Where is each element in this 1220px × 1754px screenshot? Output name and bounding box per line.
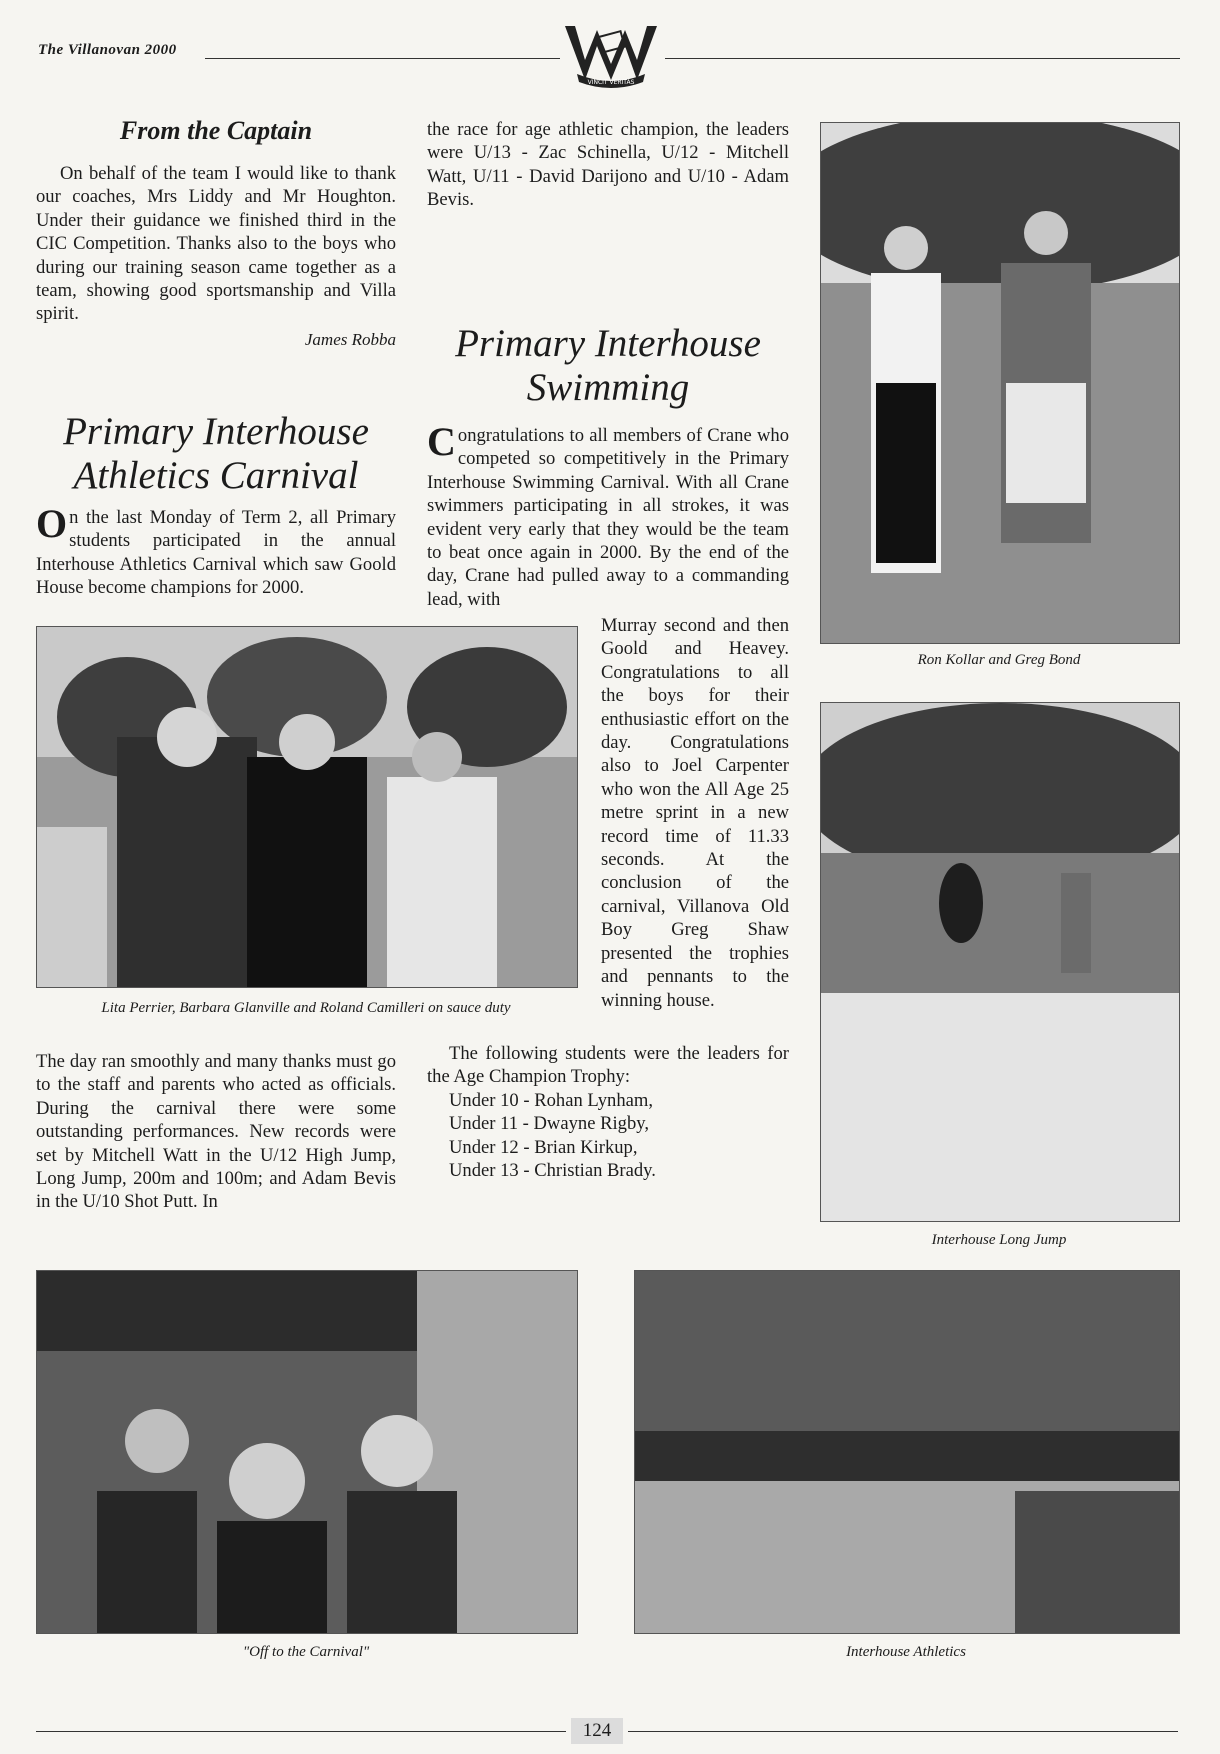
athletics-intro-text: n the last Monday of Term 2, all Primary students participated in the annual Interhouse Athletics Carnival which saw Goold House become champions for 2000. xyxy=(36,507,396,599)
caption-coaches: Ron Kollar and Greg Bond xyxy=(917,652,1081,668)
footer-rule-right xyxy=(628,1731,1178,1732)
athletics-body xyxy=(36,1050,396,1214)
leader-item: Under 11 - Dwayne Rigby, xyxy=(449,1113,650,1135)
photo-bus xyxy=(36,1270,578,1634)
photo-long-jump xyxy=(820,702,1180,1222)
captain-body xyxy=(36,162,396,326)
leader-item: Under 10 - Rohan Lynham, xyxy=(449,1089,653,1111)
swimming-heading: Primary Interhouse Swimming xyxy=(455,322,761,409)
photo-coaches xyxy=(820,122,1180,644)
caption-bus: "Off to the Carnival" xyxy=(242,1644,370,1660)
caption-interhouse-athletics: Interhouse Athletics xyxy=(846,1644,966,1660)
captain-signature: James Robba xyxy=(304,330,396,349)
leader-item: Under 13 - Christian Brady. xyxy=(449,1160,656,1182)
running-header: The Villanovan 2000 xyxy=(38,42,177,58)
captain-paragraph: On behalf of the team I would like to thank our coaches, Mrs Liddy and Mr Houghton. Under their guidance we finished third in the CIC Competition. Thanks also to the boys who during our training season came together as a team, showing good sportsmanship and Villa spirit. xyxy=(36,163,396,325)
photo-interhouse-athletics xyxy=(634,1270,1180,1634)
captain-heading: From the Captain xyxy=(119,116,313,145)
school-crest-logo xyxy=(563,22,659,90)
leader-item: Under 12 - Brian Kirkup, xyxy=(449,1136,638,1158)
page-number: 124 xyxy=(571,1718,623,1744)
leaders-intro: The following students were the leaders for the Age Champion Trophy: xyxy=(427,1043,789,1088)
header-rule-right xyxy=(665,58,1180,59)
header-rule-left xyxy=(205,58,560,59)
athletics-continuation-text: the race for age athletic champion, the leaders were U/13 - Zac Schinella, U/12 - Mitchell Watt, U/11 - David Darijono and U/10 - Adam Bevis. xyxy=(427,119,789,211)
footer-rule-left xyxy=(36,1731,566,1732)
swimming-body-wide-text: ongratulations to all members of Crane who competed so competitively in the Primary Interhouse Swimming Carnival. With all Crane swimmers participating in all strokes, it was evident very early that they would be the team to beat once again in 2000. By the end of the day, Crane had pulled away to a commanding lead, with xyxy=(427,425,789,610)
athletics-drop-cap: O xyxy=(36,501,68,546)
caption-long-jump: Interhouse Long Jump xyxy=(931,1232,1067,1248)
crest-motto: VINCIT VERITAS xyxy=(587,79,635,86)
athletics-intro xyxy=(36,501,396,600)
swimming-body-wide xyxy=(427,419,789,611)
swimming-drop-cap: C xyxy=(427,419,456,464)
swimming-leaders xyxy=(427,1042,789,1182)
athletics-heading: Primary Interhouse Athletics Carnival xyxy=(63,410,369,497)
photo-sauce-duty xyxy=(36,626,578,988)
swimming-body-narrow-text: Murray second and then Goold and Heavey. Congratulations to all the boys for their enthusiastic effort on the day. Congratulations also to Joel Carpenter who won the All Age 25 metre sprint in a new record time of 11.33 seconds. At the conclusion of the carnival, Villanova Old Boy Greg Shaw presented the trophies and pennants to the winning house. xyxy=(601,615,789,1011)
athletics-body-text: The day ran smoothly and many thanks must go to the staff and parents who acted as officials. During the carnival there were some outstanding performances. New records were set by Mitchell Watt in the U/12 High Jump, Long Jump, 200m and 100m; and Adam Bevis in the U/10 Shot Putt. In xyxy=(36,1051,396,1213)
swimming-body-narrow xyxy=(601,614,789,1012)
caption-sauce-duty: Lita Perrier, Barbara Glanville and Roland Camilleri on sauce duty xyxy=(101,1000,511,1016)
athletics-continuation xyxy=(427,118,789,212)
